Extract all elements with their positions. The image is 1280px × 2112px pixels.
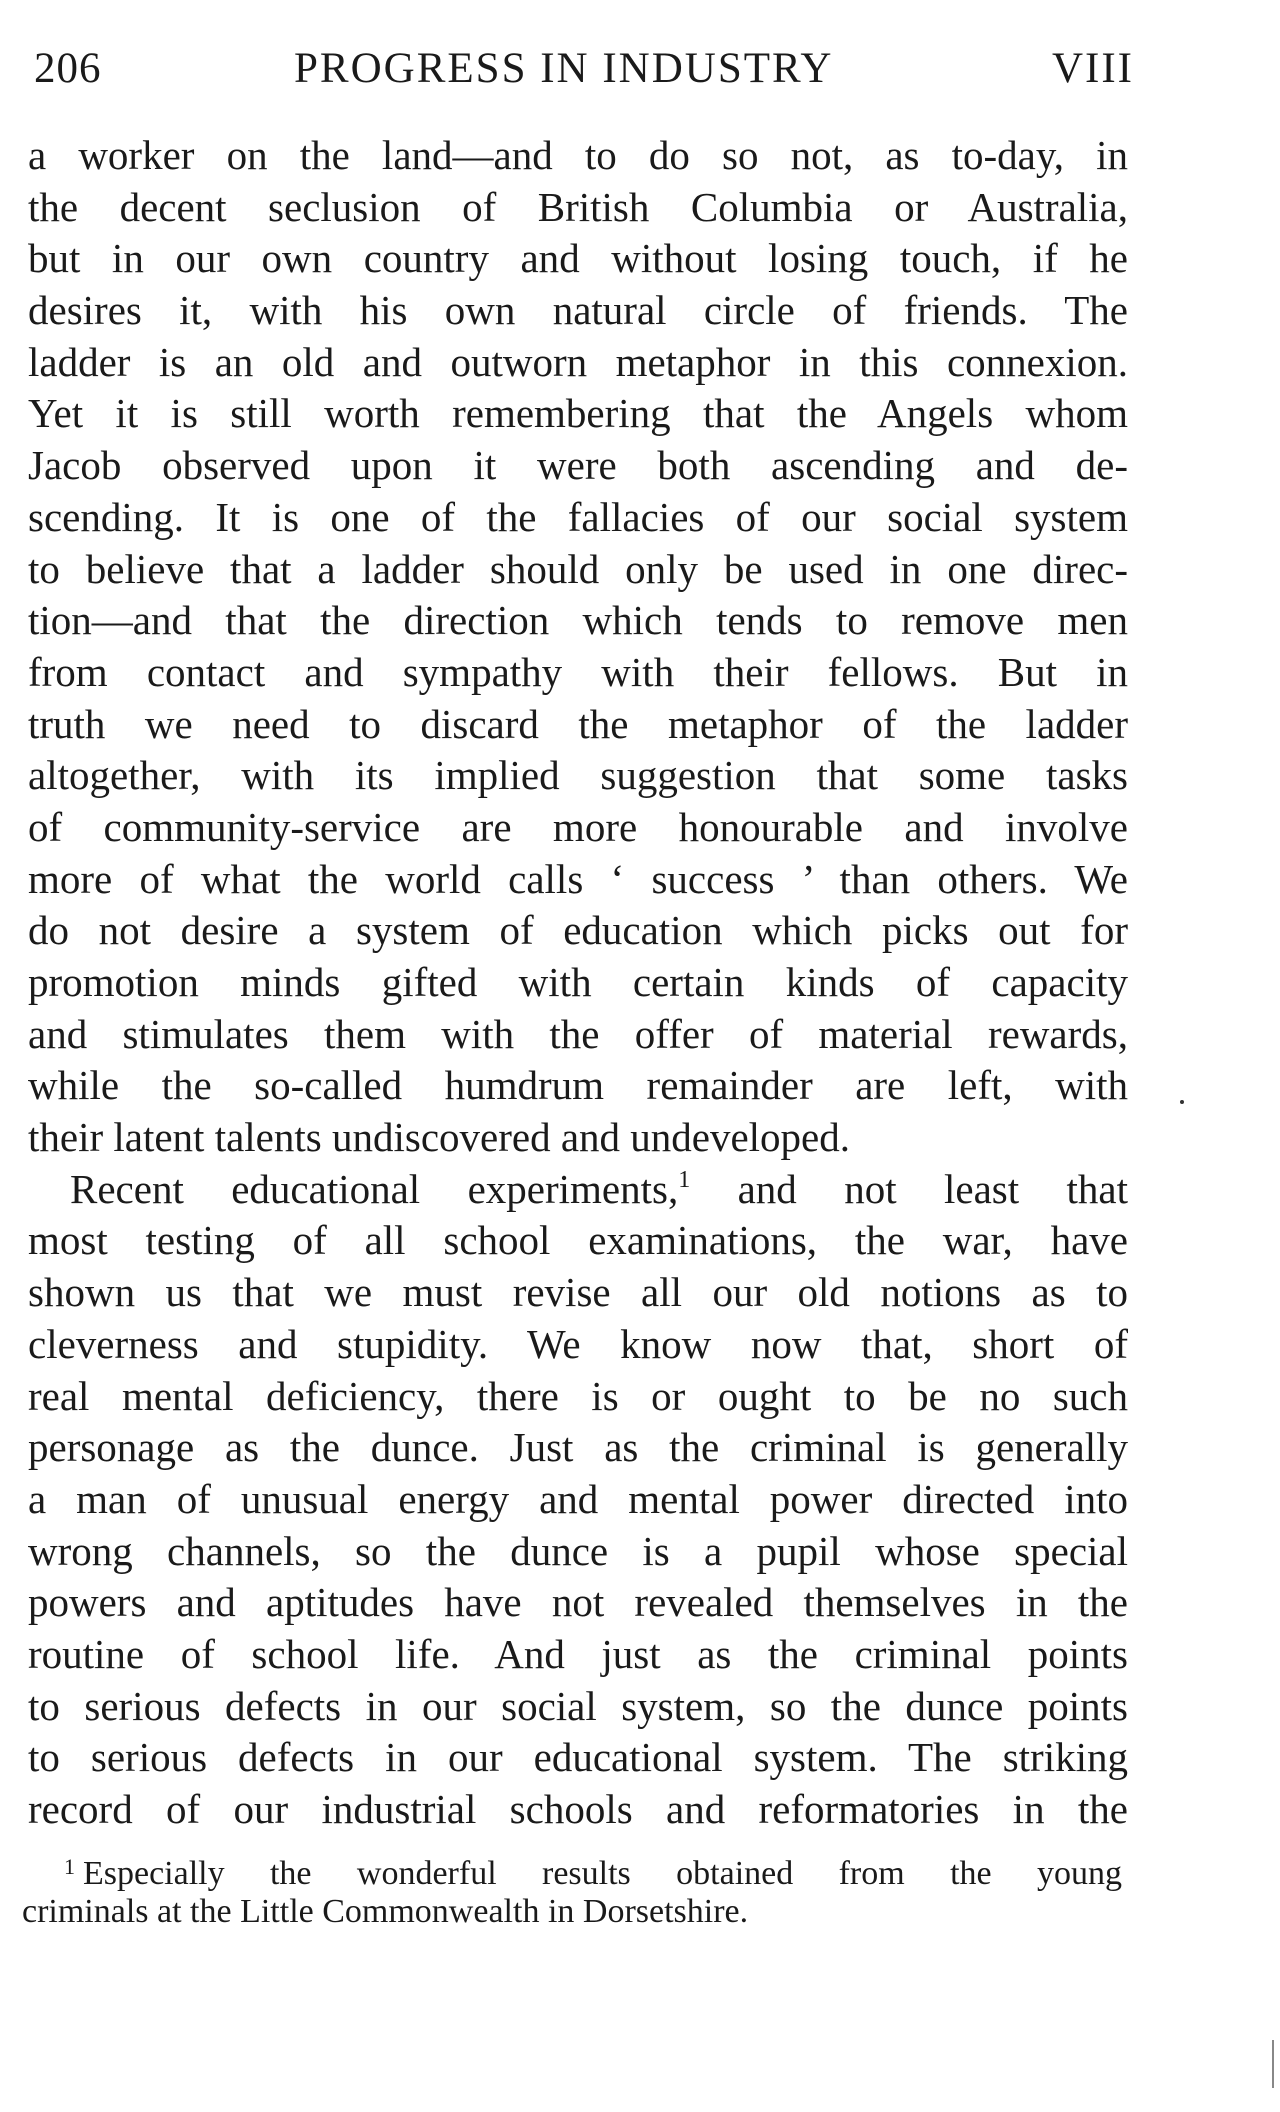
text-line: a man of unusual energy and mental power directed into xyxy=(28,1475,1128,1522)
text-line: shown us that we must revise all our old notions as to xyxy=(28,1269,1128,1316)
text-line: promotion minds gifted with certain kinds of capacity xyxy=(28,959,1128,1005)
text-line: the decent seclusion of British Columbia or Australia, xyxy=(28,183,1128,230)
text-line: Yet it is still worth remembering that the Angels whom xyxy=(28,390,1128,437)
paragraph xyxy=(28,1164,1128,1836)
text-line: from contact and sympathy with their fellows. But in xyxy=(28,648,1128,695)
footnote-marker: 1 xyxy=(64,1854,75,1879)
text-line: to serious defects in our educational system. The striking xyxy=(28,1734,1128,1781)
running-title: PROGRESS IN INDUSTRY xyxy=(294,45,834,92)
text-line: truth we need to discard the metaphor of the ladder xyxy=(28,700,1128,747)
body-text xyxy=(28,130,1128,1836)
text-line: most testing of all school examinations, the war, have xyxy=(28,1217,1128,1264)
chapter-number: VIII xyxy=(1051,45,1134,92)
text-line: their latent talents undiscovered and undeveloped. xyxy=(28,1114,851,1161)
print-speck xyxy=(1180,1100,1184,1104)
text-fragment: Recent educational experiments, xyxy=(70,1165,679,1212)
running-head xyxy=(34,44,1134,100)
paragraph-continuation xyxy=(28,130,1128,1164)
text-line: scending. It is one of the fallacies of our social system xyxy=(28,493,1128,540)
text-line: personage as the dunce. Just as the criminal is generally xyxy=(28,1424,1128,1471)
text-fragment: and not least that xyxy=(690,1165,1128,1212)
text-line: to serious defects in our social system, so the dunce points xyxy=(28,1682,1128,1729)
text-line: of community-service are more honourable and involve xyxy=(28,803,1128,850)
text-line: ladder is an old and outworn metaphor in this connexion. xyxy=(28,338,1128,385)
text-line: altogether, with its implied suggestion that some tasks xyxy=(28,752,1128,799)
text-line: while the so-called humdrum remainder are left, with xyxy=(28,1062,1128,1109)
footnote-reference: 1 xyxy=(678,1166,691,1193)
text-line: real mental deficiency, there is or ought to be no such xyxy=(28,1372,1128,1419)
text-line: cleverness and stupidity. We know now that, short of xyxy=(28,1320,1128,1367)
text-line: more of what the world calls ‘ success ’ than others. We xyxy=(28,855,1128,902)
footnote xyxy=(22,1844,1122,1934)
footnote-line: criminals at the Little Commonwealth in Dorsetshire. xyxy=(22,1893,749,1930)
text-line: do not desire a system of education which picks out for xyxy=(28,907,1128,954)
text-line: desires it, with his own natural circle of friends. The xyxy=(28,287,1128,334)
text-line xyxy=(28,1164,1128,1216)
text-line: a worker on the land—and to do so not, as to-day, in xyxy=(28,132,1128,178)
text-line: but in our own country and without losing touch, if he xyxy=(28,235,1128,282)
text-line: record of our industrial schools and reformatories in the xyxy=(28,1786,1128,1832)
footnote-line xyxy=(22,1844,1122,1892)
text-line: Jacob observed upon it were both ascending and de- xyxy=(28,442,1128,489)
text-line: tion—and that the direction which tends to remove men xyxy=(28,597,1128,644)
page-number: 206 xyxy=(34,45,102,92)
scan-edge-mark xyxy=(1272,2040,1274,2088)
text-line: and stimulates them with the offer of material rewards, xyxy=(28,1010,1128,1057)
text-line: wrong channels, so the dunce is a pupil whose special xyxy=(28,1527,1128,1574)
footnote-text: Especially the wonderful results obtained from the young xyxy=(83,1855,1122,1892)
text-line: routine of school life. And just as the criminal points xyxy=(28,1630,1128,1677)
text-line: powers and aptitudes have not revealed themselves in the xyxy=(28,1579,1128,1626)
text-line: to believe that a ladder should only be used in one direc- xyxy=(28,545,1128,592)
